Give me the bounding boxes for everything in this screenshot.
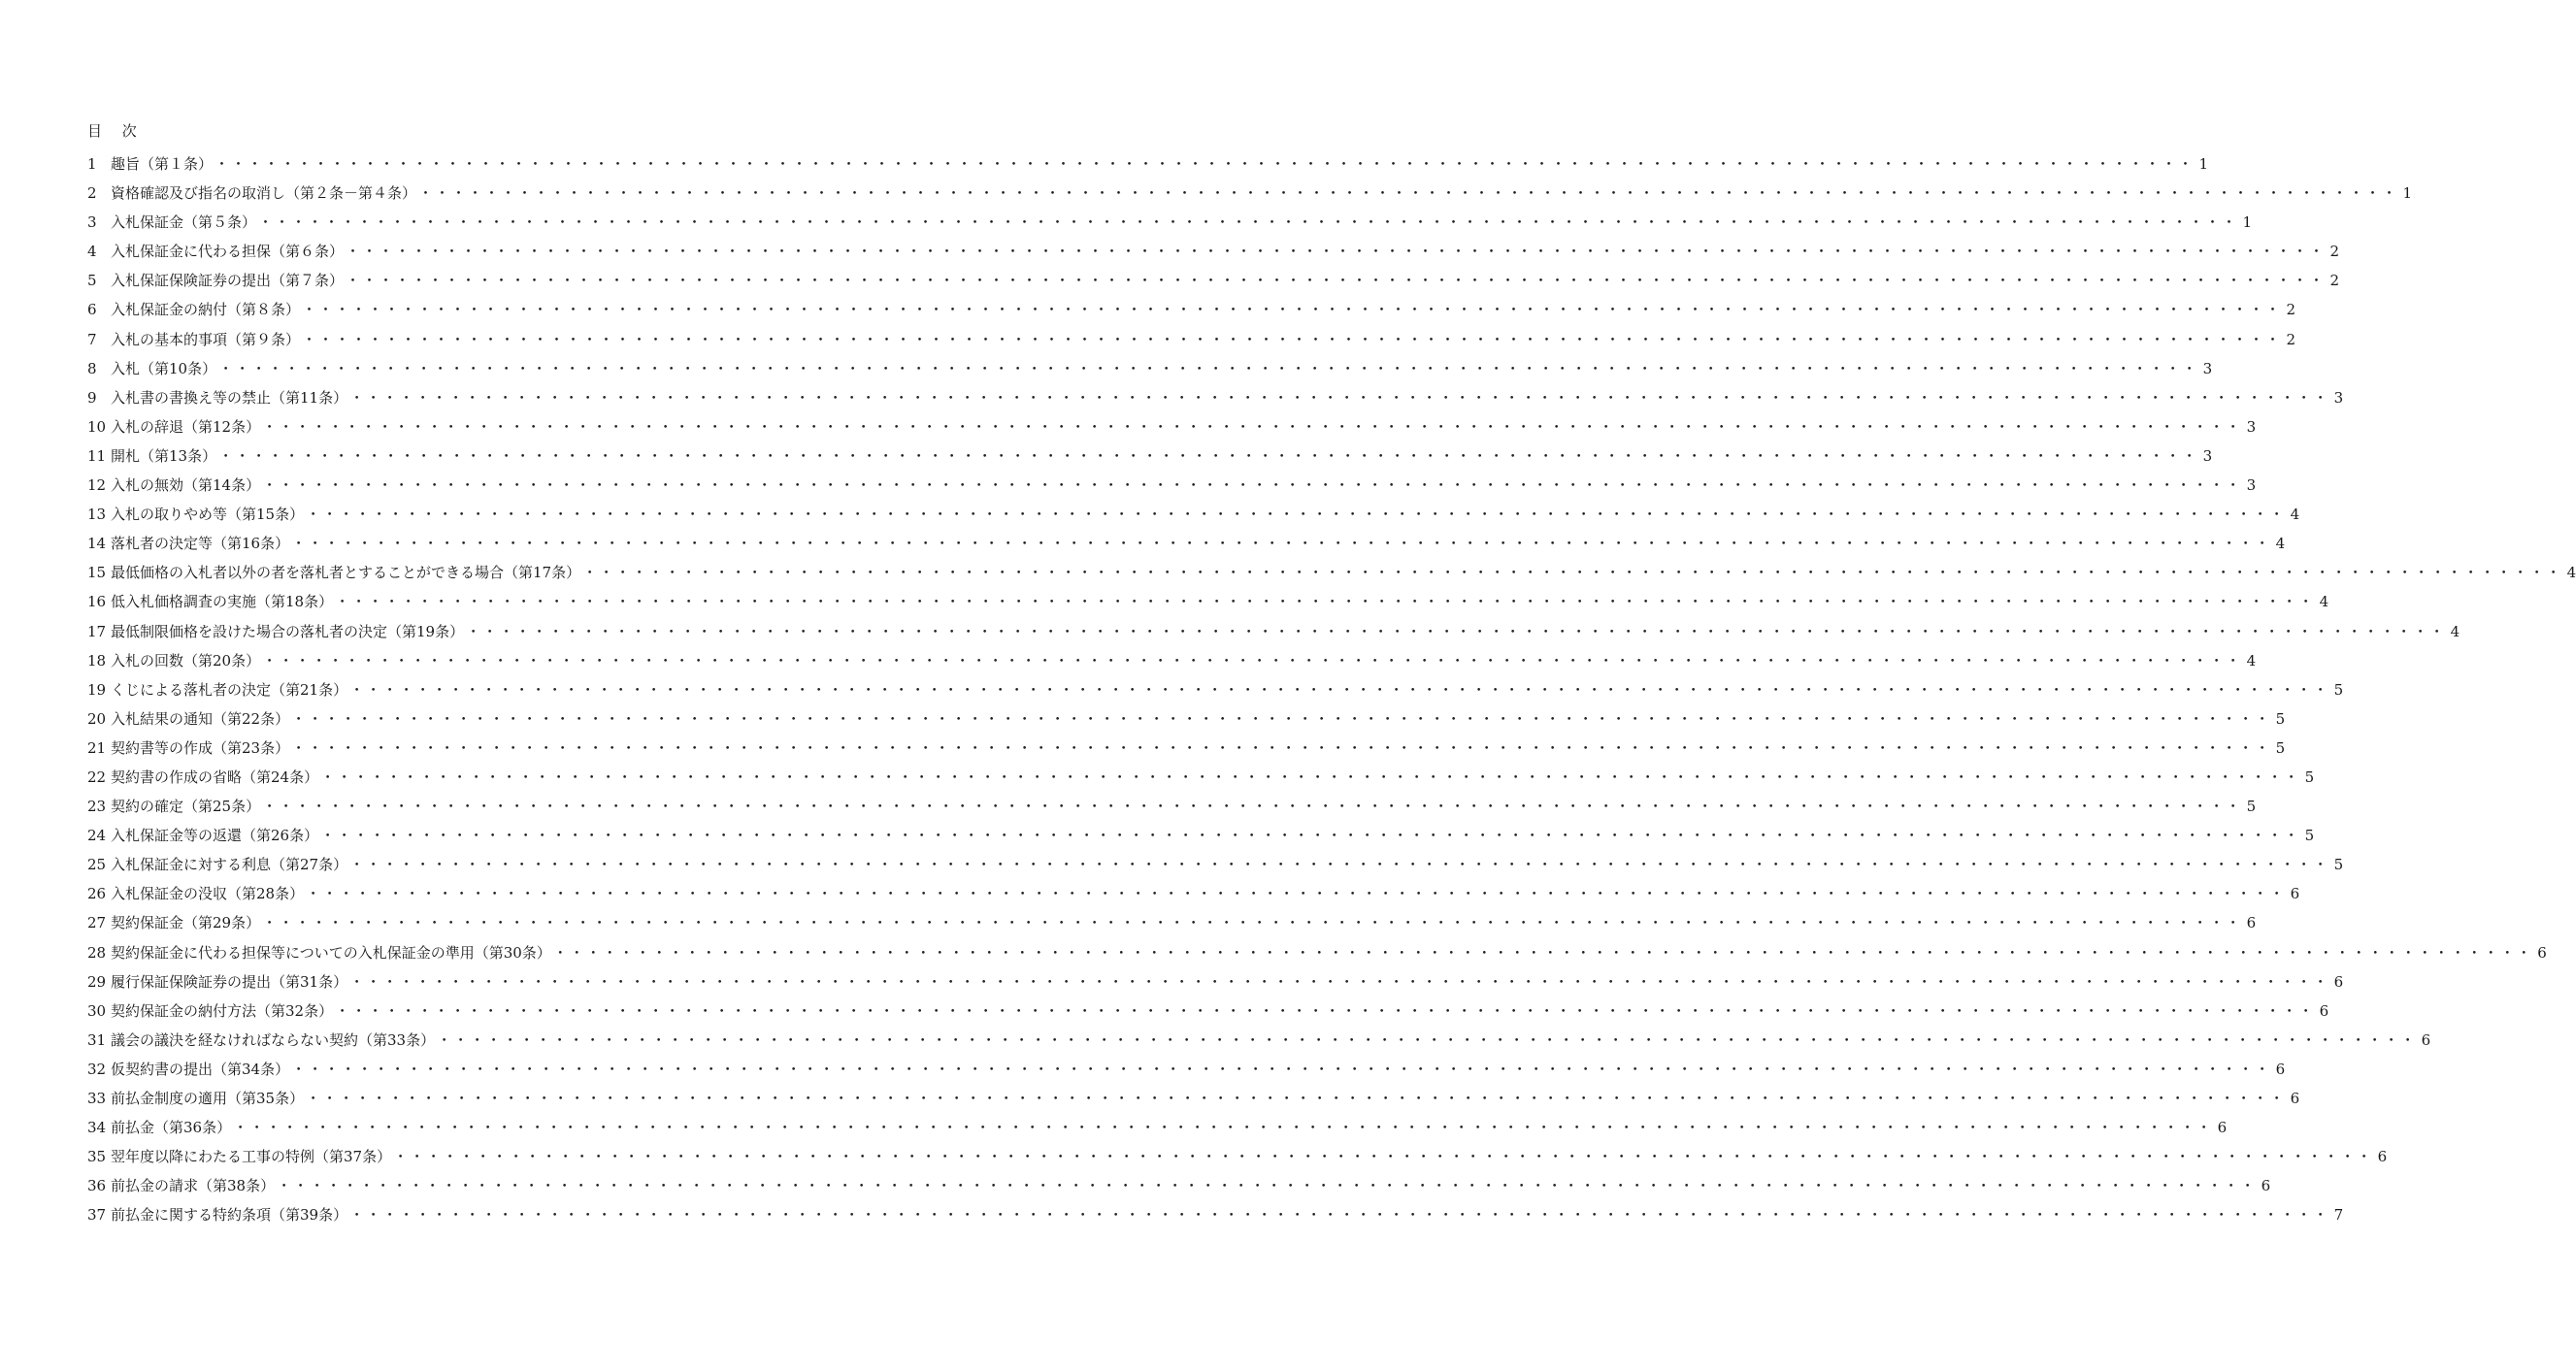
toc-entry (87, 734, 2286, 763)
toc-dot-leader: ・・・・・・・・・・・・・・・・・・・・・・・・・・・・・・・・・・・・・・・・・・・・・・・・・・・・・・・・・・・・・・・・・・・・・・・・・・・・・・・・・・・・・・・・・・・・・・・・・・・・・・・・・・・・・・・・・・・・・・・・ (306, 506, 2287, 524)
toc-entry-page: 5 (2275, 738, 2286, 757)
toc-entry (87, 237, 2340, 266)
toc-entry-number: 23 (87, 798, 107, 816)
toc-entry-number: 19 (87, 680, 107, 699)
toc-dot-leader: ・・・・・・・・・・・・・・・・・・・・・・・・・・・・・・・・・・・・・・・・・・・・・・・・・・・・・・・・・・・・・・・・・・・・・・・・・・・・・・・・・・・・・・・・・・・・・・・・・・・・・・・・・・・・・・・・・・・・・・・・ (418, 184, 2399, 203)
toc-entry-title: 入札書の書換え等の禁止（第11条） (111, 388, 348, 407)
toc-entry (87, 617, 2460, 646)
toc-entry-page: 6 (2261, 1177, 2271, 1195)
toc-entry-page: 3 (2333, 388, 2344, 407)
toc-entry-page: 4 (2566, 564, 2576, 582)
toc-entry (87, 850, 2344, 879)
toc-entry-number: 31 (87, 1030, 107, 1049)
toc-entry-title: くじによる落札者の決定（第21条） (111, 680, 348, 699)
toc-entry-page: 5 (2304, 768, 2315, 786)
toc-dot-leader: ・・・・・・・・・・・・・・・・・・・・・・・・・・・・・・・・・・・・・・・・・・・・・・・・・・・・・・・・・・・・・・・・・・・・・・・・・・・・・・・・・・・・・・・・・・・・・・・・・・・・・・・・・・・・・・・・・・・・・・・・ (349, 972, 2330, 991)
toc-entry-page: 6 (2290, 885, 2300, 903)
toc-entry-page: 4 (2290, 506, 2300, 524)
toc-entry (87, 179, 2413, 208)
toc-entry (87, 675, 2344, 704)
toc-entry (87, 763, 2315, 792)
toc-entry-page: 6 (2246, 914, 2257, 932)
toc-entry (87, 529, 2286, 558)
toc-dot-leader: ・・・・・・・・・・・・・・・・・・・・・・・・・・・・・・・・・・・・・・・・・・・・・・・・・・・・・・・・・・・・・・・・・・・・・・・・・・・・・・・・・・・・・・・・・・・・・・・・・・・・・・・・・・・・・・・・・・・・・・・・ (277, 1177, 2258, 1195)
toc-dot-leader: ・・・・・・・・・・・・・・・・・・・・・・・・・・・・・・・・・・・・・・・・・・・・・・・・・・・・・・・・・・・・・・・・・・・・・・・・・・・・・・・・・・・・・・・・・・・・・・・・・・・・・・・・・・・・・・・・・・・・・・・・ (258, 213, 2239, 232)
toc-entry (87, 996, 2329, 1026)
toc-entry-title: 契約保証金の納付方法（第32条） (111, 1001, 334, 1020)
toc-entry (87, 938, 2547, 967)
toc-entry-number: 22 (87, 768, 107, 786)
toc-entry-page: 3 (2246, 417, 2257, 436)
toc-entry-page: 6 (2319, 1001, 2329, 1020)
toc-entry-number: 27 (87, 914, 107, 932)
toc-entry-number: 30 (87, 1001, 107, 1020)
toc-dot-leader: ・・・・・・・・・・・・・・・・・・・・・・・・・・・・・・・・・・・・・・・・・・・・・・・・・・・・・・・・・・・・・・・・・・・・・・・・・・・・・・・・・・・・・・・・・・・・・・・・・・・・・・・・・・・・・・・・・・・・・・・・ (335, 593, 2316, 611)
toc-entry-number: 35 (87, 1148, 107, 1166)
toc-entry (87, 471, 2257, 500)
toc-entry (87, 295, 2296, 324)
toc-entry-page: 2 (2329, 243, 2340, 261)
toc-entry (87, 441, 2213, 471)
toc-entry (87, 149, 2209, 179)
toc-dot-leader: ・・・・・・・・・・・・・・・・・・・・・・・・・・・・・・・・・・・・・・・・・・・・・・・・・・・・・・・・・・・・・・・・・・・・・・・・・・・・・・・・・・・・・・・・・・・・・・・・・・・・・・・・・・・・・・・・・・・・・・・・ (437, 1030, 2418, 1049)
toc-entry-title: 契約書等の作成（第23条） (111, 738, 290, 757)
toc-entry-title: 前払金（第36条） (111, 1119, 232, 1137)
toc-entry (87, 1171, 2271, 1200)
toc-entry-title: 入札結果の通知（第22条） (111, 709, 290, 728)
toc-entry (87, 1055, 2286, 1084)
toc-entry-number: 6 (87, 301, 97, 319)
toc-entry (87, 208, 2253, 237)
toc-entry-number: 14 (87, 535, 107, 553)
toc-dot-leader: ・・・・・・・・・・・・・・・・・・・・・・・・・・・・・・・・・・・・・・・・・・・・・・・・・・・・・・・・・・・・・・・・・・・・・・・・・・・・・・・・・・・・・・・・・・・・・・・・・・・・・・・・・・・・・・・・・・・・・・・・ (349, 680, 2330, 699)
toc-dot-leader: ・・・・・・・・・・・・・・・・・・・・・・・・・・・・・・・・・・・・・・・・・・・・・・・・・・・・・・・・・・・・・・・・・・・・・・・・・・・・・・・・・・・・・・・・・・・・・・・・・・・・・・・・・・・・・・・・・・・・・・・・ (552, 943, 2533, 962)
toc-entry-number: 3 (87, 213, 97, 232)
toc-dot-leader: ・・・・・・・・・・・・・・・・・・・・・・・・・・・・・・・・・・・・・・・・・・・・・・・・・・・・・・・・・・・・・・・・・・・・・・・・・・・・・・・・・・・・・・・・・・・・・・・・・・・・・・・・・・・・・・・・・・・・・・・・ (262, 798, 2243, 816)
toc-entry-number: 29 (87, 972, 107, 991)
toc-entry-page: 1 (2198, 155, 2209, 173)
toc-entry (87, 1084, 2300, 1113)
toc-entry-number: 34 (87, 1119, 107, 1137)
toc-dot-leader: ・・・・・・・・・・・・・・・・・・・・・・・・・・・・・・・・・・・・・・・・・・・・・・・・・・・・・・・・・・・・・・・・・・・・・・・・・・・・・・・・・・・・・・・・・・・・・・・・・・・・・・・・・・・・・・・・・・・・・・・・ (335, 1001, 2316, 1020)
toc-entry-title: 低入札価格調査の実施（第18条） (111, 593, 334, 611)
toc-entry (87, 383, 2344, 412)
toc-entry-title: 翌年度以降にわたる工事の特例（第37条） (111, 1148, 392, 1166)
toc-dot-leader: ・・・・・・・・・・・・・・・・・・・・・・・・・・・・・・・・・・・・・・・・・・・・・・・・・・・・・・・・・・・・・・・・・・・・・・・・・・・・・・・・・・・・・・・・・・・・・・・・・・・・・・・・・・・・・・・・・・・・・・・・ (291, 1060, 2272, 1078)
toc-entry-page: 1 (2402, 184, 2413, 203)
toc-entry (87, 558, 2576, 587)
toc-entry-number: 7 (87, 330, 97, 348)
toc-entry-page: 2 (2286, 330, 2296, 348)
toc-dot-leader: ・・・・・・・・・・・・・・・・・・・・・・・・・・・・・・・・・・・・・・・・・・・・・・・・・・・・・・・・・・・・・・・・・・・・・・・・・・・・・・・・・・・・・・・・・・・・・・・・・・・・・・・・・・・・・・・・・・・・・・・・ (291, 738, 2272, 757)
toc-entry-number: 36 (87, 1177, 107, 1195)
toc-heading: 目 次 (87, 122, 145, 140)
toc-entry-title: 入札保証金の納付（第８条） (111, 301, 301, 319)
toc-entry-page: 7 (2333, 1206, 2344, 1225)
toc-entry-title: 履行保証保険証券の提出（第31条） (111, 972, 348, 991)
toc-entry-title: 議会の議決を経なければならない契約（第33条） (111, 1030, 436, 1049)
toc-entry-page: 5 (2304, 827, 2315, 845)
toc-dot-leader: ・・・・・・・・・・・・・・・・・・・・・・・・・・・・・・・・・・・・・・・・・・・・・・・・・・・・・・・・・・・・・・・・・・・・・・・・・・・・・・・・・・・・・・・・・・・・・・・・・・・・・・・・・・・・・・・・・・・・・・・・ (346, 243, 2327, 261)
toc-entry-title: 入札保証金に代わる担保（第６条） (111, 243, 345, 261)
toc-entry (87, 704, 2286, 734)
toc-entry-number: 9 (87, 388, 97, 407)
toc-entry-number: 2 (87, 184, 97, 203)
toc-entry-number: 5 (87, 272, 97, 290)
toc-entry (87, 646, 2257, 675)
toc-entry-title: 契約の確定（第25条） (111, 798, 261, 816)
toc-entry-page: 6 (2537, 943, 2547, 962)
toc-dot-leader: ・・・・・・・・・・・・・・・・・・・・・・・・・・・・・・・・・・・・・・・・・・・・・・・・・・・・・・・・・・・・・・・・・・・・・・・・・・・・・・・・・・・・・・・・・・・・・・・・・・・・・・・・・・・・・・・・・・・・・・・・ (393, 1148, 2374, 1166)
toc-dot-leader: ・・・・・・・・・・・・・・・・・・・・・・・・・・・・・・・・・・・・・・・・・・・・・・・・・・・・・・・・・・・・・・・・・・・・・・・・・・・・・・・・・・・・・・・・・・・・・・・・・・・・・・・・・・・・・・・・・・・・・・・・ (349, 388, 2330, 407)
toc-entry-number: 13 (87, 506, 107, 524)
toc-entry-title: 入札保証金の没収（第28条） (111, 885, 305, 903)
toc-entry (87, 587, 2329, 616)
toc-entry-title: 入札保証保険証券の提出（第７条） (111, 272, 345, 290)
toc-entry-title: 契約保証金に代わる担保等についての入札保証金の準用（第30条） (111, 943, 551, 962)
toc-dot-leader: ・・・・・・・・・・・・・・・・・・・・・・・・・・・・・・・・・・・・・・・・・・・・・・・・・・・・・・・・・・・・・・・・・・・・・・・・・・・・・・・・・・・・・・・・・・・・・・・・・・・・・・・・・・・・・・・・・・・・・・・・ (218, 446, 2199, 465)
toc-entry-title: 契約書の作成の省略（第24条） (111, 768, 319, 786)
toc-entry-number: 28 (87, 943, 107, 962)
toc-entry-title: 資格確認及び指名の取消し（第２条－第４条） (111, 184, 417, 203)
toc-entry-title: 前払金に関する特約条項（第39条） (111, 1206, 348, 1225)
toc-entry-page: 5 (2333, 680, 2344, 699)
toc-dot-leader: ・・・・・・・・・・・・・・・・・・・・・・・・・・・・・・・・・・・・・・・・・・・・・・・・・・・・・・・・・・・・・・・・・・・・・・・・・・・・・・・・・・・・・・・・・・・・・・・・・・・・・・・・・・・・・・・・・・・・・・・・ (582, 564, 2563, 582)
toc-entry-number: 37 (87, 1206, 107, 1225)
toc-entry-page: 6 (2377, 1148, 2388, 1166)
toc-entry-number: 15 (87, 564, 107, 582)
toc-entry-title: 入札の取りやめ等（第15条） (111, 506, 305, 524)
toc-dot-leader: ・・・・・・・・・・・・・・・・・・・・・・・・・・・・・・・・・・・・・・・・・・・・・・・・・・・・・・・・・・・・・・・・・・・・・・・・・・・・・・・・・・・・・・・・・・・・・・・・・・・・・・・・・・・・・・・・・・・・・・・・ (466, 622, 2447, 640)
toc-dot-leader: ・・・・・・・・・・・・・・・・・・・・・・・・・・・・・・・・・・・・・・・・・・・・・・・・・・・・・・・・・・・・・・・・・・・・・・・・・・・・・・・・・・・・・・・・・・・・・・・・・・・・・・・・・・・・・・・・・・・・・・・・ (320, 768, 2301, 786)
toc-entry (87, 1113, 2228, 1142)
toc-entry-number: 21 (87, 738, 107, 757)
toc-entry-number: 25 (87, 856, 107, 874)
toc-entry-number: 16 (87, 593, 107, 611)
toc-dot-leader: ・・・・・・・・・・・・・・・・・・・・・・・・・・・・・・・・・・・・・・・・・・・・・・・・・・・・・・・・・・・・・・・・・・・・・・・・・・・・・・・・・・・・・・・・・・・・・・・・・・・・・・・・・・・・・・・・・・・・・・・・ (218, 359, 2199, 377)
toc-entry-title: 入札の回数（第20条） (111, 651, 261, 670)
toc-entry-page: 6 (2333, 972, 2344, 991)
toc-dot-leader: ・・・・・・・・・・・・・・・・・・・・・・・・・・・・・・・・・・・・・・・・・・・・・・・・・・・・・・・・・・・・・・・・・・・・・・・・・・・・・・・・・・・・・・・・・・・・・・・・・・・・・・・・・・・・・・・・・・・・・・・・ (302, 330, 2283, 348)
toc-dot-leader: ・・・・・・・・・・・・・・・・・・・・・・・・・・・・・・・・・・・・・・・・・・・・・・・・・・・・・・・・・・・・・・・・・・・・・・・・・・・・・・・・・・・・・・・・・・・・・・・・・・・・・・・・・・・・・・・・・・・・・・・・ (349, 1206, 2330, 1225)
toc-entry-page: 2 (2329, 272, 2340, 290)
toc-dot-leader: ・・・・・・・・・・・・・・・・・・・・・・・・・・・・・・・・・・・・・・・・・・・・・・・・・・・・・・・・・・・・・・・・・・・・・・・・・・・・・・・・・・・・・・・・・・・・・・・・・・・・・・・・・・・・・・・・・・・・・・・・ (262, 651, 2243, 670)
toc-entry-page: 1 (2242, 213, 2253, 232)
toc-entry-title: 入札保証金に対する利息（第27条） (111, 856, 348, 874)
toc-entry (87, 500, 2300, 529)
toc-entry-page: 5 (2333, 856, 2344, 874)
toc-dot-leader: ・・・・・・・・・・・・・・・・・・・・・・・・・・・・・・・・・・・・・・・・・・・・・・・・・・・・・・・・・・・・・・・・・・・・・・・・・・・・・・・・・・・・・・・・・・・・・・・・・・・・・・・・・・・・・・・・・・・・・・・・ (233, 1119, 2214, 1137)
toc-entry (87, 908, 2257, 937)
toc-entry-page: 6 (2217, 1119, 2228, 1137)
toc-entry-number: 18 (87, 651, 107, 670)
toc-entry-page: 5 (2275, 709, 2286, 728)
toc-entry-number: 4 (87, 243, 97, 261)
toc-entry-page: 2 (2286, 301, 2296, 319)
toc-entry-number: 1 (87, 155, 97, 173)
toc-entry (87, 1026, 2431, 1055)
toc-list (87, 149, 2576, 1229)
toc-entry-title: 入札保証金等の返還（第26条） (111, 827, 319, 845)
toc-entry (87, 266, 2340, 295)
toc-dot-leader: ・・・・・・・・・・・・・・・・・・・・・・・・・・・・・・・・・・・・・・・・・・・・・・・・・・・・・・・・・・・・・・・・・・・・・・・・・・・・・・・・・・・・・・・・・・・・・・・・・・・・・・・・・・・・・・・・・・・・・・・・ (215, 155, 2196, 173)
toc-dot-leader: ・・・・・・・・・・・・・・・・・・・・・・・・・・・・・・・・・・・・・・・・・・・・・・・・・・・・・・・・・・・・・・・・・・・・・・・・・・・・・・・・・・・・・・・・・・・・・・・・・・・・・・・・・・・・・・・・・・・・・・・・ (262, 476, 2243, 495)
toc-entry (87, 1200, 2344, 1229)
toc-entry-title: 前払金制度の適用（第35条） (111, 1090, 305, 1107)
toc-entry-number: 24 (87, 827, 107, 845)
toc-entry-page: 4 (2275, 535, 2286, 553)
toc-entry-page: 5 (2246, 798, 2257, 816)
toc-entry-title: 趣旨（第１条） (111, 155, 214, 173)
toc-entry-title: 落札者の決定等（第16条） (111, 535, 290, 553)
toc-entry-number: 10 (87, 417, 107, 436)
toc-entry-page: 6 (2275, 1060, 2286, 1078)
toc-entry-page: 6 (2290, 1090, 2300, 1107)
toc-entry-title: 前払金の請求（第38条） (111, 1177, 276, 1195)
toc-entry-page: 3 (2202, 359, 2213, 377)
toc-entry-title: 開札（第13条） (111, 446, 217, 465)
toc-entry-title: 最低価格の入札者以外の者を落札者とすることができる場合（第17条） (111, 564, 581, 582)
toc-entry-number: 8 (87, 359, 97, 377)
toc-entry-number: 26 (87, 885, 107, 903)
toc-entry-number: 12 (87, 476, 107, 495)
toc-dot-leader: ・・・・・・・・・・・・・・・・・・・・・・・・・・・・・・・・・・・・・・・・・・・・・・・・・・・・・・・・・・・・・・・・・・・・・・・・・・・・・・・・・・・・・・・・・・・・・・・・・・・・・・・・・・・・・・・・・・・・・・・・ (349, 856, 2330, 874)
toc-entry-page: 6 (2421, 1030, 2431, 1049)
toc-entry-number: 17 (87, 622, 107, 640)
toc-entry-number: 11 (87, 446, 107, 465)
toc-entry (87, 792, 2257, 821)
toc-entry-page: 3 (2202, 446, 2213, 465)
toc-entry-page: 4 (2319, 593, 2329, 611)
toc-dot-leader: ・・・・・・・・・・・・・・・・・・・・・・・・・・・・・・・・・・・・・・・・・・・・・・・・・・・・・・・・・・・・・・・・・・・・・・・・・・・・・・・・・・・・・・・・・・・・・・・・・・・・・・・・・・・・・・・・・・・・・・・・ (320, 827, 2301, 845)
toc-entry (87, 412, 2257, 441)
toc-entry-number: 32 (87, 1060, 107, 1078)
toc-entry (87, 354, 2213, 383)
toc-entry-title: 入札の無効（第14条） (111, 476, 261, 495)
toc-entry (87, 325, 2296, 354)
toc-entry-title: 入札保証金（第５条） (111, 213, 257, 232)
toc-entry-number: 20 (87, 709, 107, 728)
toc-entry (87, 879, 2300, 908)
toc-entry (87, 821, 2315, 850)
toc-entry (87, 1142, 2388, 1171)
toc-dot-leader: ・・・・・・・・・・・・・・・・・・・・・・・・・・・・・・・・・・・・・・・・・・・・・・・・・・・・・・・・・・・・・・・・・・・・・・・・・・・・・・・・・・・・・・・・・・・・・・・・・・・・・・・・・・・・・・・・・・・・・・・・ (291, 535, 2272, 553)
toc-entry-page: 4 (2246, 651, 2257, 670)
toc-entry (87, 967, 2344, 996)
toc-entry-page: 3 (2246, 476, 2257, 495)
toc-dot-leader: ・・・・・・・・・・・・・・・・・・・・・・・・・・・・・・・・・・・・・・・・・・・・・・・・・・・・・・・・・・・・・・・・・・・・・・・・・・・・・・・・・・・・・・・・・・・・・・・・・・・・・・・・・・・・・・・・・・・・・・・・ (302, 301, 2283, 319)
toc-dot-leader: ・・・・・・・・・・・・・・・・・・・・・・・・・・・・・・・・・・・・・・・・・・・・・・・・・・・・・・・・・・・・・・・・・・・・・・・・・・・・・・・・・・・・・・・・・・・・・・・・・・・・・・・・・・・・・・・・・・・・・・・・ (306, 1090, 2287, 1107)
toc-entry-title: 最低制限価格を設けた場合の落札者の決定（第19条） (111, 622, 465, 640)
toc-entry-title: 仮契約書の提出（第34条） (111, 1060, 290, 1078)
toc-entry-title: 入札の基本的事項（第９条） (111, 330, 301, 348)
toc-entry-title: 入札の辞退（第12条） (111, 417, 261, 436)
toc-dot-leader: ・・・・・・・・・・・・・・・・・・・・・・・・・・・・・・・・・・・・・・・・・・・・・・・・・・・・・・・・・・・・・・・・・・・・・・・・・・・・・・・・・・・・・・・・・・・・・・・・・・・・・・・・・・・・・・・・・・・・・・・・ (262, 914, 2243, 932)
toc-entry-title: 契約保証金（第29条） (111, 914, 261, 932)
toc-entry-page: 4 (2450, 622, 2460, 640)
toc-dot-leader: ・・・・・・・・・・・・・・・・・・・・・・・・・・・・・・・・・・・・・・・・・・・・・・・・・・・・・・・・・・・・・・・・・・・・・・・・・・・・・・・・・・・・・・・・・・・・・・・・・・・・・・・・・・・・・・・・・・・・・・・・ (262, 417, 2243, 436)
toc-entry-number: 33 (87, 1090, 107, 1107)
toc-entry-title: 入札（第10条） (111, 359, 217, 377)
toc-dot-leader: ・・・・・・・・・・・・・・・・・・・・・・・・・・・・・・・・・・・・・・・・・・・・・・・・・・・・・・・・・・・・・・・・・・・・・・・・・・・・・・・・・・・・・・・・・・・・・・・・・・・・・・・・・・・・・・・・・・・・・・・・ (306, 885, 2287, 903)
toc-dot-leader: ・・・・・・・・・・・・・・・・・・・・・・・・・・・・・・・・・・・・・・・・・・・・・・・・・・・・・・・・・・・・・・・・・・・・・・・・・・・・・・・・・・・・・・・・・・・・・・・・・・・・・・・・・・・・・・・・・・・・・・・・ (291, 709, 2272, 728)
toc-dot-leader: ・・・・・・・・・・・・・・・・・・・・・・・・・・・・・・・・・・・・・・・・・・・・・・・・・・・・・・・・・・・・・・・・・・・・・・・・・・・・・・・・・・・・・・・・・・・・・・・・・・・・・・・・・・・・・・・・・・・・・・・・ (346, 272, 2327, 290)
